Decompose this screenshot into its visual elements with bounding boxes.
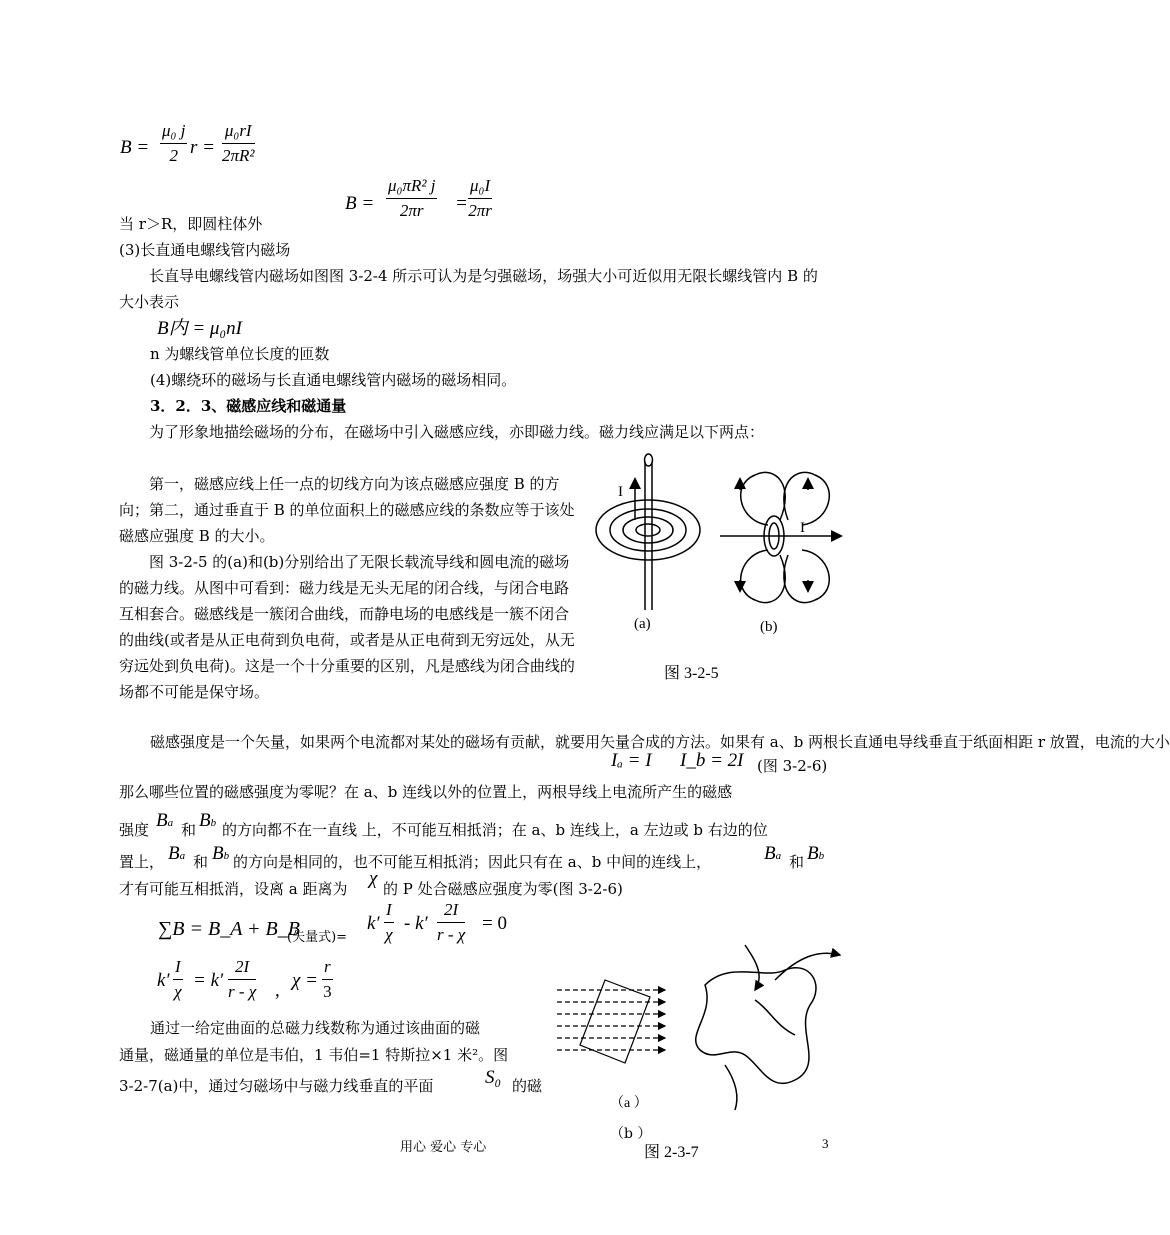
symbol-chi: χ <box>369 868 378 889</box>
symbol-bb-2: Bb <box>212 843 230 864</box>
symbol-ba-2: Ba <box>168 843 186 864</box>
paragraph-vector-line6b: 的 P 处合磁感应强度为零(图 3-2-6) <box>383 880 623 898</box>
paragraph-vector-line5c: 的方向是相同的，也不可能互相抵消；因此只有在 a、b 中间的连线上， <box>233 853 712 871</box>
eqk-frac2-num: 2I <box>235 957 250 976</box>
section-3: (3)长直通电螺线管内磁场 <box>119 241 291 259</box>
symbol-bb: Bb <box>199 810 217 831</box>
eq1-frac1-den: 2 <box>169 146 178 165</box>
figure-a-label: (a) <box>634 616 651 632</box>
figure-b-label-i: I <box>800 520 805 536</box>
figure-237-b-curved-surface <box>696 945 840 1110</box>
paragraph-vector-line1: 磁感强度是一个矢量，如果两个电流都对某处的磁场有贡献，就要用矢量合成的方法。如果有 a、b 两根长直通电导线垂直于纸面相距 r 放置，电流的大小 <box>150 733 1170 751</box>
eq2-frac1-num: μ₀πR² j <box>388 176 436 195</box>
current-b: I_b = 2I <box>680 750 744 771</box>
paragraph-vector-figref: (图 3-2-6) <box>757 757 828 775</box>
figure-3-2-5 <box>590 450 850 690</box>
sum-frac2-den: r - χ <box>437 925 466 944</box>
paragraph-flux-line3b: 的磁 <box>512 1077 543 1095</box>
section-heading: 3．2．3、磁感应线和磁通量 <box>150 397 347 415</box>
paragraph-vector-line4a: 强度 <box>119 821 150 839</box>
eq2-lhs: B = <box>345 193 375 214</box>
eqk-frac1-den: χ <box>174 982 182 1001</box>
sum-frac1-num: I <box>386 900 392 919</box>
eq1-mid: r = <box>190 137 215 158</box>
figure-237-b-label: （b ） <box>610 1126 652 1142</box>
line-n: n 为螺线管单位长度的匝数 <box>150 345 330 363</box>
figure-3-2-5-caption: 图 3-2-5 <box>664 665 719 682</box>
paragraph-vector-line3: 那么哪些位置的磁感强度为零呢？在 a、b 连线以外的位置上，两根导线上电流所产生的磁感 <box>119 783 733 801</box>
eq-chi-den: 3 <box>323 982 332 1001</box>
section-4: (4)螺绕环的磁场与长直通电螺线管内磁场的磁场相同。 <box>150 371 517 389</box>
symbol-ba-3: Ba <box>764 843 782 864</box>
figure-b-circular-current <box>720 472 840 602</box>
figure-237-a-uniform-field <box>557 980 665 1063</box>
eqk-k: k′ <box>157 970 170 991</box>
eq-b-inner: B内 = μ₀nI <box>157 318 242 339</box>
eqk-comma: , <box>275 980 280 1001</box>
sum-k: k′ <box>367 913 380 934</box>
figure-237-a-label: （a ） <box>610 1096 648 1111</box>
eqk-mid: = k′ <box>193 970 224 991</box>
footer-center: 用心 爱心 专心 <box>400 1140 487 1155</box>
sum-frac2 <box>437 900 465 945</box>
page-number: 3 <box>822 1136 829 1151</box>
eqk-frac2 <box>228 957 256 1002</box>
eq-chi-frac <box>322 957 333 1002</box>
paragraph-first: 第一，磁感应线上任一点的切线方向为该点磁感应强度 B 的方向；第二，通过垂直于 B 的单位面积上的磁感应线的条数应等于该处磁感应强度 B 的大小。 <box>119 475 575 545</box>
sum-frac1-den: χ <box>385 925 393 944</box>
eq2-frac2-num: μ₀I <box>470 176 491 195</box>
paragraph-flux-line2: 通量，磁通量的单位是韦伯，1 韦伯=1 特斯拉×1 米²。图 <box>119 1046 509 1064</box>
symbol-ba: Ba <box>156 810 174 831</box>
symbol-bb-3: Bb <box>807 843 825 864</box>
paragraph-vector-line5d: 和 <box>789 853 805 871</box>
eq2-eq: = <box>455 193 468 214</box>
eqk-frac1-num: I <box>175 957 181 976</box>
current-a: Iₐ = I <box>611 750 652 771</box>
sum-lhs: ∑B = B_A + B_B <box>158 918 300 940</box>
eq1-frac1-num: μ₀ j <box>162 121 186 140</box>
eq2-frac1-den: 2πr <box>399 201 424 220</box>
paragraph-figure-description: 图 3-2-5 的(a)和(b)分别给出了无限长载流导线和圆电流的磁场的磁力线。从图中可看到：磁力线是无头无尾的闭合线，与闭合电路互相套合。磁感线是一簇闭合曲线，而静电场的电感线是一簇不闭合的曲线(或者是从正电荷到负电荷，或者是从正电荷到无穷远处，从无穷远处到负电荷)。这是一个十分重要的区别，凡是感线为闭合曲线的场都不可能是保守场。 <box>119 553 575 701</box>
eqk-frac1 <box>173 957 183 1002</box>
eq-chi: χ = <box>292 970 318 991</box>
eq1-frac1 <box>160 121 187 166</box>
figure-a-label-i: I <box>618 484 623 500</box>
paragraph-solenoid: 长直导电螺线管内磁场如图图 3-2-4 所示可认为是匀强磁场，场强大小可近似用无限长螺线管内 B 的大小表示 <box>119 267 818 311</box>
sum-note: (矢量式)= <box>287 930 348 945</box>
figure-a-straight-wire <box>596 454 700 610</box>
sum-frac2-num: 2I <box>444 900 459 919</box>
sum-minus: - k′ <box>404 913 428 934</box>
paragraph-vector-line4c: 的方向都不在一直线 上，不可能互相抵消；在 a、b 连线上，a 左边或 b 右边的位 <box>222 821 768 839</box>
eqk-frac2-den: r - χ <box>228 982 257 1001</box>
eq1-frac2 <box>222 121 255 166</box>
eq2-frac2-den: 2πr <box>468 201 492 220</box>
eq1-lhs: B = <box>120 137 150 158</box>
figure-237-caption: 图 2-3-7 <box>644 1144 699 1161</box>
eq2-frac1 <box>386 176 437 221</box>
paragraph-vector-line4b: 和 <box>181 821 197 839</box>
eq-chi-num: r <box>324 957 331 976</box>
eq1-frac2-num: μ₀rI <box>224 121 252 140</box>
paragraph-vector-line6a: 才有可能互相抵消，设离 a 距离为 <box>119 880 348 898</box>
eq1-frac2-den: 2πR² <box>222 146 255 165</box>
paragraph-vector-line5b: 和 <box>193 853 209 871</box>
paragraph-intro: 为了形象地描绘磁场的分布，在磁场中引入磁感应线，亦即磁力线。磁力线应满足以下两点： <box>149 423 765 441</box>
sum-zero: = 0 <box>482 913 507 934</box>
line-outside: 当 r＞R，即圆柱体外 <box>119 215 263 233</box>
figure-b-label: (b) <box>760 619 778 635</box>
symbol-s0: S₀ <box>485 1067 502 1088</box>
sum-frac1 <box>384 900 394 945</box>
paragraph-flux-line1: 通过一给定曲面的总磁力线数称为通过该曲面的磁 <box>150 1019 481 1037</box>
paragraph-vector-line5a: 置上， <box>119 853 165 871</box>
figure-2-3-7 <box>555 945 845 1115</box>
paragraph-flux-line3a: 3-2-7(a)中，通过匀磁场中与磁力线垂直的平面 <box>119 1077 434 1095</box>
eq2-frac2 <box>468 176 492 221</box>
